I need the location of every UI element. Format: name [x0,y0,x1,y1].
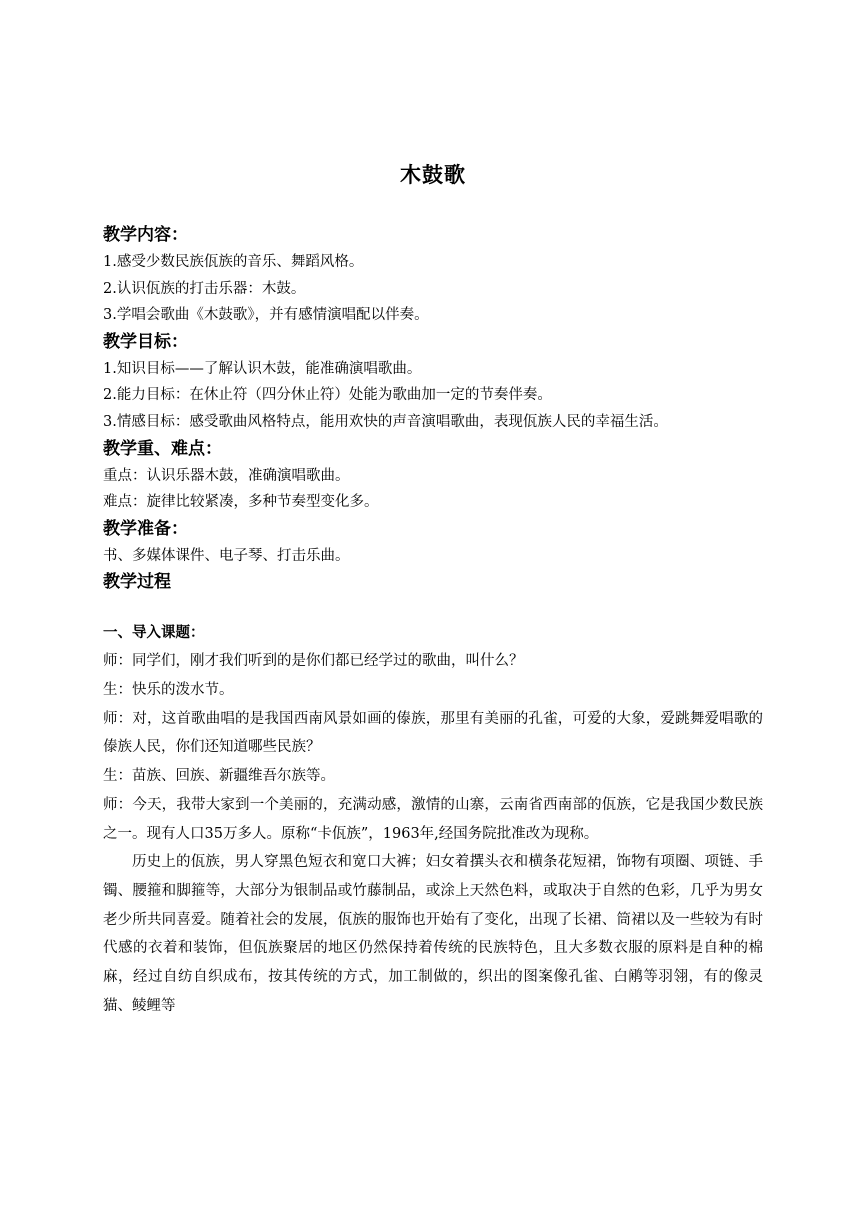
preparation-item: 书、多媒体课件、电子琴、打击乐曲。 [103,547,350,564]
dialogue-paragraph: 生：苗族、回族、新疆维吾尔族等。 [103,768,335,785]
history-paragraph: 历史上的佤族，男人穿黑色短衣和宽口大裤；妇女着撰头衣和横条花短裙，饰物有项圈、项链、手镯、腰箍和脚箍等，大部分为银制品或竹藤制品，或涂上天然色料，或取决于自然的色彩，几乎为男女老少所共同喜爱。随着社会的发展，佤族的服饰也开始有了变化，出现了长裙、筒裙以及一些较为有时代感的衣着和装饰，但佤族聚居的地区仍然保持着传统的民族特色，且大多数衣服的原料是自种的棉麻，经过自纺自织成布，按其传统的方式，加工制做的，织出的图案像孔雀、白鹇等羽翎，有的像灵猫、鲮鲤等 [103,854,763,1014]
heading-key-points: 教学重、难点： [103,438,222,459]
content-item: 1.感受少数民族佤族的音乐、舞蹈风格。 [103,254,364,270]
content-item: 2.认识佤族的打击乐器：木鼓。 [103,280,306,297]
content-item: 3.学唱会歌曲《木鼓歌》，并有感情演唱配以伴奏。 [103,307,429,324]
dialogue-paragraph: 师：对，这首歌曲唱的是我国西南风景如画的傣族，那里有美丽的孔雀，可爱的大象，爱跳舞爱唱歌的傣族人民，你们还知道哪些民族？ [103,710,763,756]
key-point-item: 重点：认识乐器木鼓，准确演唱歌曲。 [103,467,350,484]
dialogue-paragraph: 师：同学们，刚才我们听到的是你们都已经学过的歌曲，叫什么？ [103,653,524,670]
sub-heading-introduction: 一、导入课题： [103,625,205,642]
heading-teaching-process: 教学过程 [103,572,171,593]
dialogue-paragraph: 生：快乐的泼水节。 [103,682,234,699]
document-title: 木鼓歌 [400,163,466,187]
goal-item: 3.情感目标：感受歌曲风格特点，能用欢快的声音演唱歌曲，表现佤族人民的幸福生活。 [103,413,668,430]
heading-teaching-content: 教学内容： [103,225,188,245]
goal-item: 1.知识目标——了解认识木鼓，能准确演唱歌曲。 [103,360,422,377]
difficulty-item: 难点：旋律比较紧凑，多种节奏型变化多。 [103,494,379,511]
document-page [103,160,763,1020]
heading-teaching-goals: 教学目标： [103,331,188,352]
dialogue-paragraph: 师：今天，我带大家到一个美丽的，充满动感，激情的山寨，云南省西南部的佤族，它是我国少数民族之一。现有人口35万多人。原称“卡佤族”，1963年,经国务院批准改为现称。 [103,796,763,842]
heading-preparation: 教学准备： [103,518,188,539]
goal-item: 2.能力目标：在休止符（四分休止符）处能为歌曲加一定的节奏伴奏。 [103,387,552,404]
